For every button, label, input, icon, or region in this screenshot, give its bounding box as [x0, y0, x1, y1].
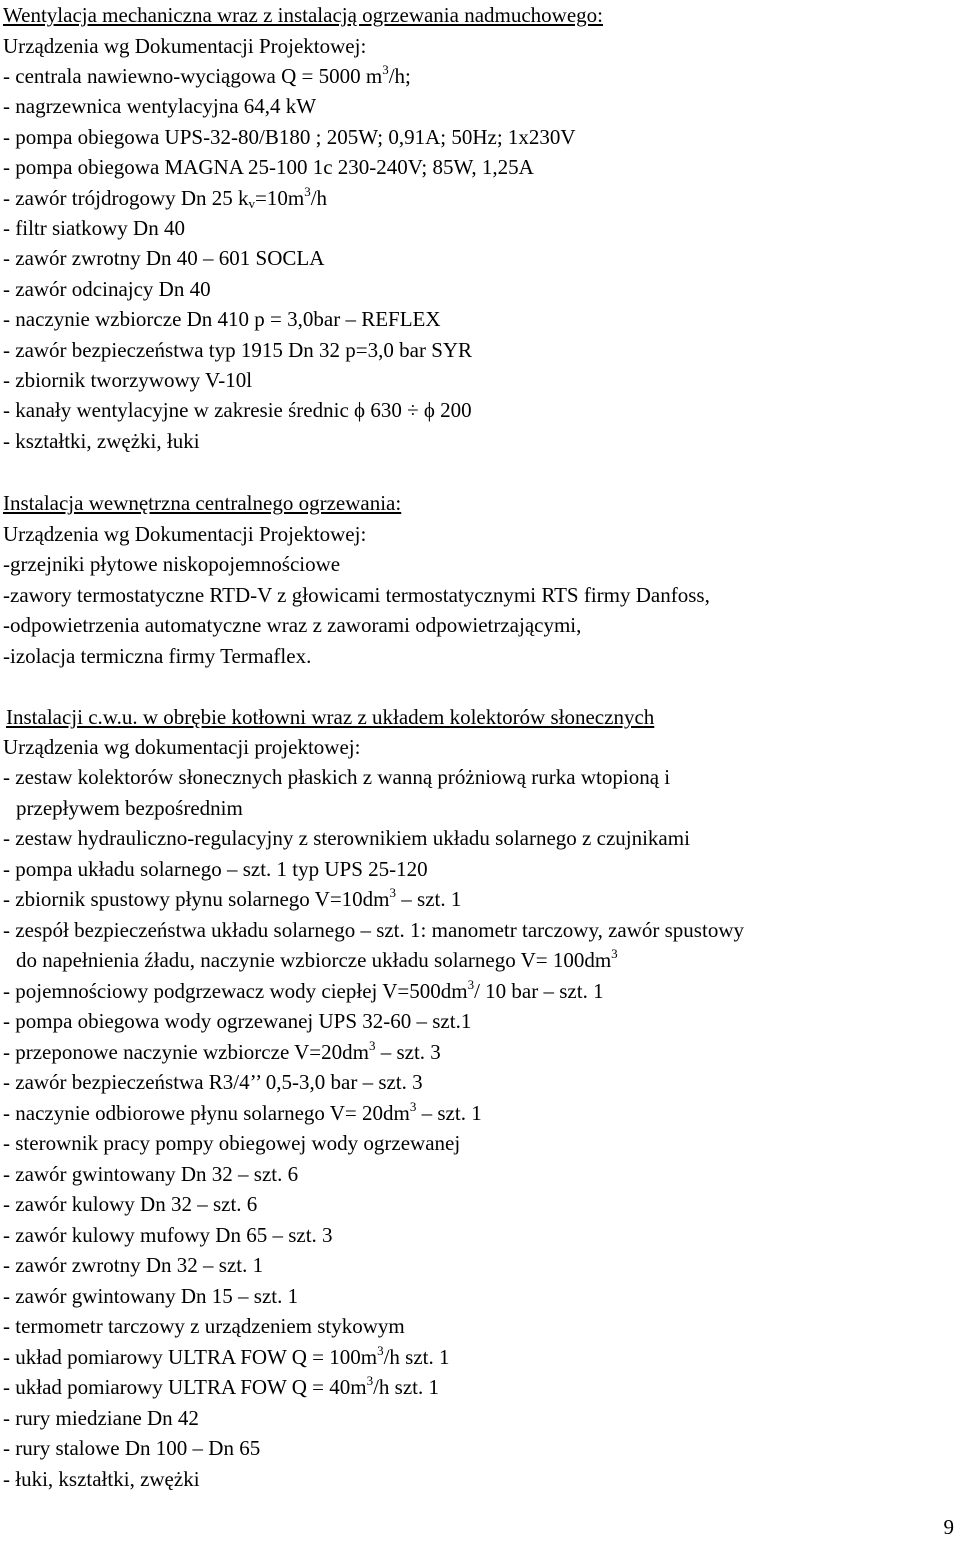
- list-item-sup: 3: [377, 1342, 384, 1358]
- list-item: [3, 243, 324, 273]
- list-item-text: - pompa obiegowa wody ogrzewanej UPS 32-60 – szt.1: [3, 1009, 472, 1033]
- list-item-text: - zbiornik spustowy płynu solarnego V=10dm: [3, 887, 390, 911]
- list-item: [3, 1189, 257, 1219]
- list-item: [3, 183, 327, 213]
- list-item-sup: 3: [389, 885, 397, 900]
- list-item-sup: 3: [467, 976, 475, 992]
- list-item-text: - pompa obiegowa UPS-32-80/B180 ; 205W; 0,91A; 50Hz; 1x230V: [3, 124, 576, 149]
- section-subtitle: Urządzenia wg dokumentacji projektowej:: [3, 735, 361, 759]
- list-item-text: - zestaw kolektorów słonecznych płaskich z wanną próżniową rurka wtopioną i: [3, 765, 671, 789]
- list-item: [3, 1037, 441, 1067]
- list-item-after: /h szt. 1: [373, 1375, 440, 1399]
- list-item-text: - pojemnościowy podgrzewacz wody ciepłej V=500dm: [3, 978, 468, 1003]
- list-item: [3, 213, 185, 243]
- list-item-text: do napełnienia źładu, naczynie wzbiorcze układu solarnego V= 100dm: [16, 948, 612, 972]
- list-item-text: - pompa obiegowa MAGNA 25-100 1c 230-240V; 85W, 1,25A: [3, 155, 534, 180]
- list-item-text: - kanały wentylacyjne w zakresie średnic ϕ 630 ÷ ϕ 200: [3, 398, 472, 423]
- list-item-text: - zespół bezpieczeństwa układu solarnego – szt. 1: manometr tarczowy, zawór spustowy: [3, 917, 744, 942]
- section-title: Instalacja wewnętrzna centralnego ogrzewania:: [3, 491, 402, 515]
- list-item: [3, 884, 461, 914]
- list-item: [3, 91, 316, 121]
- list-item-text: - rury miedziane Dn 42: [3, 1405, 199, 1430]
- list-item: [3, 1403, 199, 1433]
- list-item-text: - zawór trójdrogowy Dn 25 k: [3, 185, 249, 210]
- list-item: [3, 641, 311, 671]
- list-item-text: - zawór zwrotny Dn 32 – szt. 1: [3, 1253, 264, 1277]
- list-item-text: - termometr tarczowy z urządzeniem stykowym: [3, 1314, 405, 1338]
- list-item-mid: =10m: [255, 185, 305, 210]
- list-item: [3, 1433, 260, 1463]
- list-item: [3, 1006, 471, 1036]
- list-item: [3, 1250, 263, 1280]
- page-number: 9: [943, 1515, 954, 1539]
- list-item-text: - centrala nawiewno-wyciągowa Q = 5000 m: [3, 64, 383, 88]
- list-item: [3, 1281, 298, 1311]
- list-item-after: – szt. 3: [375, 1039, 441, 1064]
- list-item: [3, 549, 340, 579]
- list-item-sup: 3: [382, 62, 389, 77]
- list-item: [3, 1311, 405, 1341]
- list-item-text: - układ pomiarowy ULTRA FOW Q = 100m: [3, 1344, 378, 1369]
- list-item-text: -zawory termostatyczne RTD-V z głowicami termostatycznymi RTS firmy Danfoss,: [3, 582, 710, 607]
- list-item-sup: 3: [366, 1373, 374, 1388]
- section-subtitle: Urządzenia wg Dokumentacji Projektowej:: [3, 34, 367, 58]
- list-item-text: - zawór kulowy Dn 32 – szt. 6: [3, 1192, 258, 1216]
- section-title: Wentylacja mechaniczna wraz z instalacją ogrzewania nadmuchowego:: [3, 3, 604, 27]
- list-item-text: - zawór bezpieczeństwa typ 1915 Dn 32 p=3,0 bar SYR: [3, 337, 473, 362]
- list-item-text: - rury stalowe Dn 100 – Dn 65: [3, 1436, 261, 1460]
- list-item-sup: 3: [368, 1037, 376, 1053]
- list-item: [3, 122, 576, 152]
- list-item: [3, 61, 411, 91]
- list-item: [3, 274, 211, 304]
- list-item: [3, 823, 690, 853]
- list-item: [3, 1464, 200, 1494]
- list-item: [3, 1098, 482, 1128]
- list-item-text: - zbiornik tworzywowy V-10l: [3, 368, 253, 392]
- list-item-text: przepływem bezpośrednim: [16, 795, 243, 820]
- list-item-text: - zawór zwrotny Dn 40 – 601 SOCLA: [3, 246, 325, 271]
- list-item: [3, 610, 581, 640]
- list-item: [3, 1220, 333, 1250]
- list-item: [3, 915, 744, 945]
- list-item-text: - nagrzewnica wentylacyjna 64,4 kW: [3, 94, 317, 119]
- list-item: [3, 1372, 439, 1402]
- list-item: [3, 395, 472, 425]
- list-item-text: -odpowietrzenia automatyczne wraz z zaworami odpowietrzającymi,: [3, 613, 582, 637]
- list-item: [16, 945, 618, 975]
- section-subtitle: Urządzenia wg Dokumentacji Projektowej:: [3, 522, 367, 546]
- list-item: [3, 304, 441, 334]
- list-item: [3, 580, 710, 610]
- list-item-text: -grzejniki płytowe niskopojemnościowe: [3, 552, 341, 576]
- list-item-text: - zawór bezpieczeństwa R3/4’’ 0,5-3,0 bar – szt. 3: [3, 1070, 423, 1094]
- list-item: [3, 152, 534, 182]
- list-item-sup: 3: [304, 183, 311, 199]
- list-item-text: - zawór gwintowany Dn 15 – szt. 1: [3, 1283, 299, 1308]
- list-item-text: - sterownik pracy pompy obiegowej wody ogrzewanej: [3, 1131, 461, 1155]
- list-item-text: - łuki, kształtki, zwężki: [3, 1466, 200, 1491]
- list-item-after: /h: [310, 185, 328, 210]
- list-item: [3, 1128, 460, 1158]
- list-item-text: - zawór odcinajcy Dn 40: [3, 276, 211, 301]
- section-title: Instalacji c.w.u. w obrębie kotłowni wraz z układem kolektorów słonecznych: [6, 705, 655, 729]
- list-item-after: /h;: [388, 64, 411, 88]
- list-item: [16, 793, 243, 823]
- list-item-text: - zestaw hydrauliczno-regulacyjny z sterownikiem układu solarnego z czujnikami: [3, 826, 690, 850]
- list-item-sup: 3: [409, 1098, 417, 1114]
- list-item-after: /h szt. 1: [383, 1344, 450, 1369]
- list-item: [3, 335, 472, 365]
- list-item: [3, 976, 604, 1006]
- list-item: [3, 762, 670, 792]
- list-item-text: - kształtki, zwężki, łuki: [3, 428, 200, 453]
- list-item-text: - przeponowe naczynie wzbiorcze V=20dm: [3, 1039, 369, 1064]
- list-item: [3, 426, 200, 456]
- list-item-text: - zawór kulowy mufowy Dn 65 – szt. 3: [3, 1222, 333, 1247]
- list-item-text: -izolacja termiczna firmy Termaflex.: [3, 643, 312, 668]
- list-item-sub: v: [248, 195, 256, 211]
- list-item-after: – szt. 1: [416, 1100, 482, 1125]
- list-item: [3, 854, 428, 884]
- list-item: [3, 1342, 450, 1372]
- list-item-text: - pompa układu solarnego – szt. 1 typ UPS 25-120: [3, 856, 428, 881]
- list-item: [3, 1067, 423, 1097]
- list-item-text: - układ pomiarowy ULTRA FOW Q = 40m: [3, 1375, 367, 1399]
- list-item-text: - naczynie odbiorowe płynu solarnego V= 20dm: [3, 1100, 410, 1125]
- list-item-text: - naczynie wzbiorcze Dn 410 p = 3,0bar – REFLEX: [3, 307, 441, 332]
- list-item: [3, 365, 252, 395]
- list-item-text: - filtr siatkowy Dn 40: [3, 216, 185, 240]
- list-item: [3, 1159, 298, 1189]
- list-item-after: – szt. 1: [396, 887, 462, 911]
- list-item-after: / 10 bar – szt. 1: [474, 978, 604, 1003]
- list-item-text: - zawór gwintowany Dn 32 – szt. 6: [3, 1161, 299, 1186]
- list-item-sup: 3: [611, 946, 618, 961]
